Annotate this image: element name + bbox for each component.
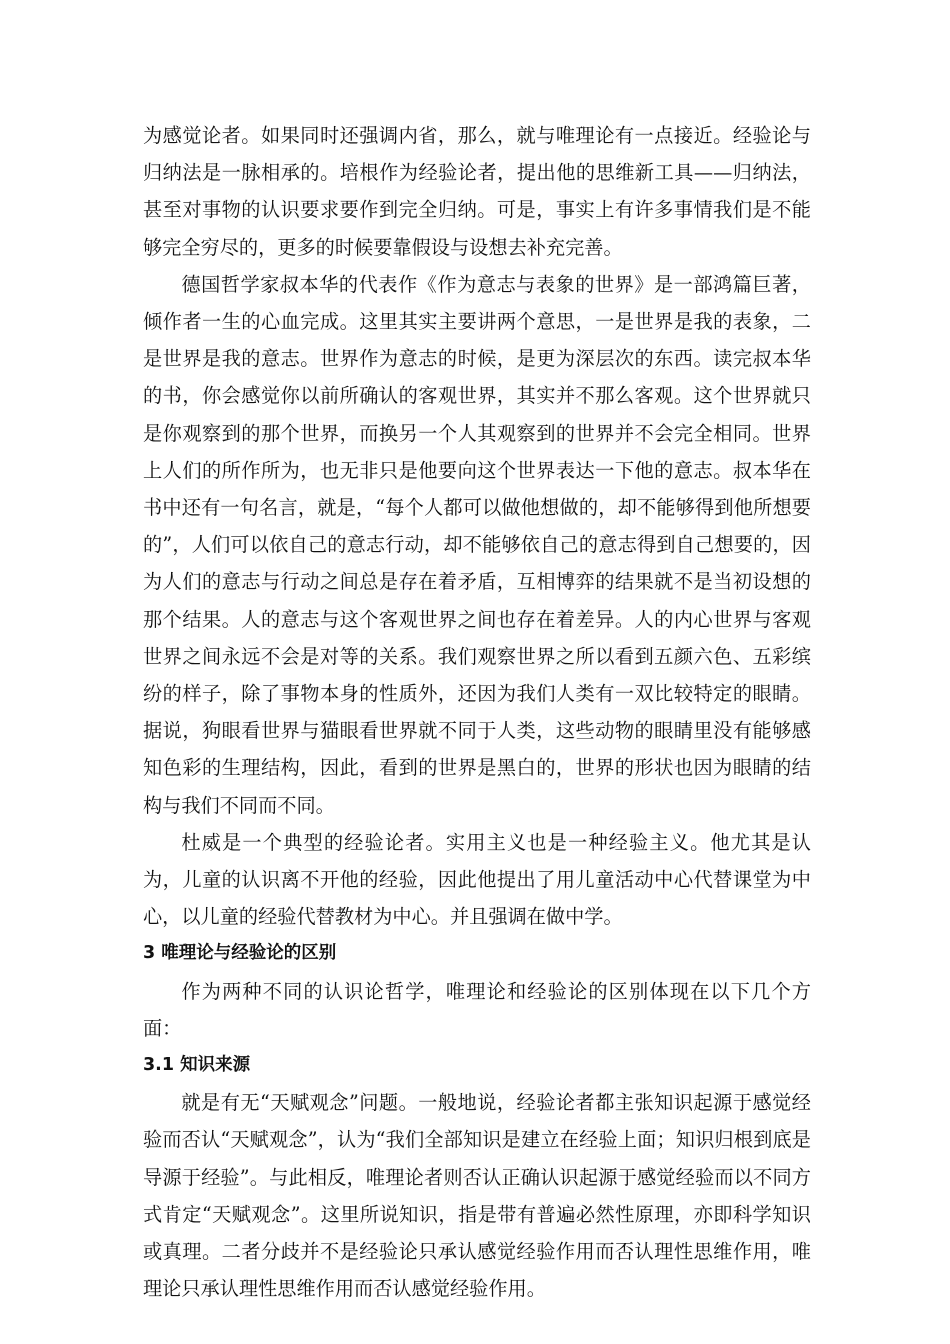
paragraph-schopenhauer: 德国哲学家叔本华的代表作《作为意志与表象的世界》是一部鸿篇巨著，倾作者一生的心血完成。这里其实主要讲两个意思，一是世界是我的表象，二是世界是我的意志。世界作为意志的时候，是更为深层次的东西。读完叔本华的书，你会感觉你以前所确认的客观世界，其实并不那么客观。这个世界就只是你观察到的那个世界，而换另一个人其观察到的世界并不会完全相同。世界上人们的所作所为，也无非只是他要向这个世界表达一下他的意志。叔本华在书中还有一句名言，就是，“每个人都可以做他想做的，却不能够得到他所想要的”，人们可以依自己的意志行动，却不能够依自己的意志得到自己想要的，因为人们的意志与行动之间总是存在着矛盾，互相博弈的结果就不是当初设想的那个结果。人的意志与这个客观世界之间也存在着差异。人的内心世界与客观世界之间永远不会是对等的关系。我们观察世界之所以看到五颜六色、五彩缤纷的样子，除了事物本身的性质外，还因为我们人类有一双比较特定的眼睛。据说，狗眼看世界与猫眼看世界就不同于人类，这些动物的眼睛里没有能够感知色彩的生理结构，因此，看到的世界是黑白的，世界的形状也因为眼睛的结构与我们不同而不同。 [143,272,811,817]
paragraph-dewey: 杜威是一个典型的经验论者。实用主义也是一种经验主义。他尤其是认为，儿童的认识离不开他的经验，因此他提出了用儿童活动中心代替课堂为中心，以儿童的经验代替教材为中心。并且强调在做中学。 [143,830,811,929]
section-heading-3-1: 3.1 知识来源 [143,1055,251,1076]
section-heading-3: 3 唯理论与经验论的区别 [143,943,337,964]
paragraph-empiricism-induction: 为感觉论者。如果同时还强调内省，那么，就与唯理论有一点接近。经验论与归纳法是一脉相承的。培根作为经验论者，提出他的思维新工具——归纳法，甚至对事物的认识要求要作到完全归纳。可是，事实上有许多事情我们是不能够完全穷尽的，更多的时候要靠假设与设想去补充完善。 [143,124,811,259]
document-body [143,117,811,1308]
paragraph-knowledge-source: 就是有无“天赋观念”问题。一般地说，经验论者都主张知识起源于感觉经验而否认“天赋观念”，认为“我们全部知识是建立在经验上面；知识归根到底是导源于经验”。与此相反，唯理论者则否认正确认识起源于感觉经验而以不同方式肯定“天赋观念”。这里所说知识，指是带有普遍必然性原理，亦即科学知识或真理。二者分歧并不是经验论只承认感觉经验作用而否认理性思维作用，唯理论只承认理性思维作用而否认感觉经验作用。 [143,1091,811,1301]
paragraph-section-3-intro: 作为两种不同的认识论哲学，唯理论和经验论的区别体现在以下几个方面： [143,979,811,1040]
